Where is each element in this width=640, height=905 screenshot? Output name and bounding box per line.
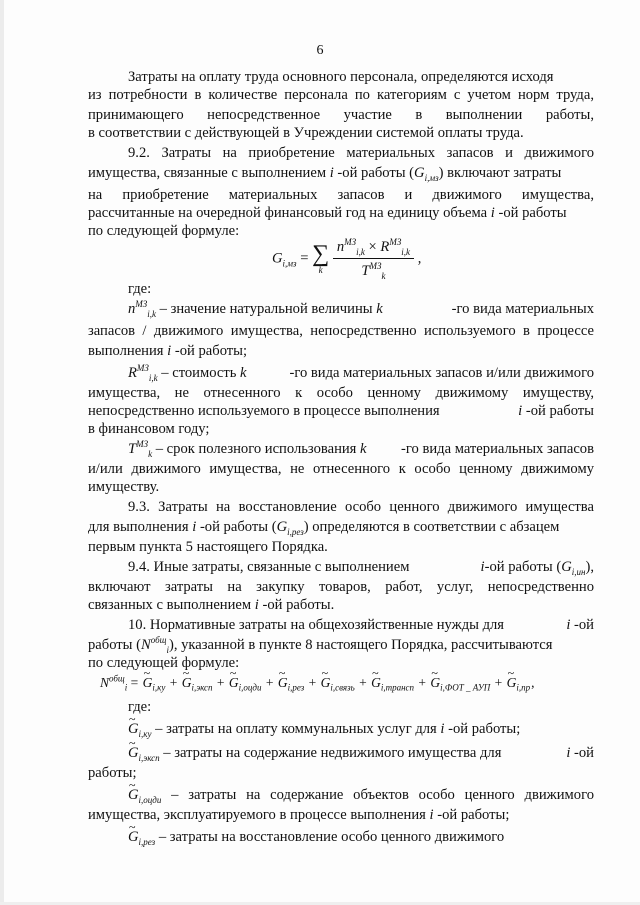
text-line: и/или движимого имущества, не отнесенного к особо ценному движимому	[88, 461, 594, 477]
definition-n: $n^{МЗ}_{i,k}$ – значение натуральной величины k -го вида материальных	[128, 299, 594, 319]
text-line: имущества, не отнесенного к особо ценному движимому имуществу,	[88, 385, 594, 401]
paragraph-9-4: 9.4. Иные затраты, связанные с выполнением i-ой работы $(G_{i,ин})$,	[128, 559, 594, 577]
text-line: непосредственно используемого в процессе выполнения i -ой работы	[88, 403, 594, 419]
text-line: из потребности в количестве персонала по категориям с учетом норм труда,	[88, 87, 594, 103]
text-line: имущества, связанные с выполнением i -ой работы $(G_{i,мз})$ включают затраты	[88, 165, 562, 183]
text-line: связанных с выполнением i -ой работы.	[88, 597, 335, 613]
text-line: где:	[128, 699, 152, 715]
text-line: Затраты на оплату труда основного персонала, определяются исходя	[128, 69, 554, 85]
definition-t: $T^{МЗ}_k$ – срок полезного использования k -го вида материальных запасов	[128, 439, 594, 459]
text-line: где:	[128, 281, 152, 297]
text-line: принимающего непосредственное участие в выполнении работы,	[88, 107, 594, 123]
definition-g-rez: ~ $G_{i,рез}$ – затраты на восстановление особо ценного движимого	[128, 828, 594, 846]
paragraph-10: 10. Нормативные затраты на общехозяйственные нужды для i -ой	[128, 617, 594, 633]
text-line: на приобретение материальных запасов и движимого имущества,	[88, 187, 594, 203]
formula-n-obsh: $N^{общ}_i$ = ~ $G_{i,ку}$ + ~ $G_{i,эксп}$ + ~ $G_{i,оцди}$ + ~ $G_{i,рез}$ + ~ $G_{i,связь}$ + ~ $G_{i,трансп}$ + ~ $G_{i,ФОТ \_ АУП}$ + ~ $G_{i,пр}$,	[100, 674, 535, 692]
page-number: 6	[316, 43, 324, 58]
text-line: выполнения i -ой работы;	[88, 343, 248, 359]
paragraph-9-3: 9.3. Затраты на восстановление особо ценного движимого имущества	[128, 499, 594, 515]
text-line: в финансовом году;	[88, 421, 210, 437]
text-line: в соответствии с действующей в Учреждении системой оплаты труда.	[88, 125, 524, 141]
text-line: включают затраты на закупку товаров, работ, услуг, непосредственно	[88, 579, 594, 595]
text-line: рассчитанные на очередной финансовый год на единицу объема i -ой работы	[88, 205, 567, 221]
formula-g-mz: $G_{i,мз}$ = ∑ k $\frac{n^{МЗ}_{i,k} \times R^{МЗ}_{i,k}}{T^{МЗ}_k}$ ,	[272, 237, 422, 281]
text-line: по следующей формуле:	[88, 655, 240, 671]
text-line: по следующей формуле:	[88, 223, 240, 239]
definition-g-ku: ~ $G_{i,ку}$ – затраты на оплату коммунальных услуг для i -ой работы;	[128, 720, 594, 738]
text-line: запасов / движимого имущества, непосредственно используемого в процессе	[88, 323, 594, 339]
text-line: первым пункта 5 настоящего Порядка.	[88, 539, 328, 555]
definition-g-exp: ~ $G_{i,эксп}$ – затраты на содержание недвижимого имущества для i -ой	[128, 744, 594, 762]
text-line: работы $(N^{общ}_i)$, указанной в пункте 8 настоящего Порядка, рассчитываются	[88, 635, 553, 655]
text-line: для выполнения i -ой работы $(G_{i,рез})$ определяются в соответствии с абзацем	[88, 519, 560, 537]
definition-g-ocdi: ~ $G_{i,оцди}$ – затраты на содержание объектов особо ценного движимого	[128, 786, 594, 804]
definition-r: $R^{МЗ}_{i,k}$ – стоимость k -го вида материальных запасов и/или движимого	[128, 363, 594, 383]
scan-edge	[0, 0, 4, 905]
paragraph-9-2: 9.2. Затраты на приобретение материальных запасов и движимого	[128, 145, 594, 161]
text-line: работы;	[88, 765, 137, 781]
text-line: имущества, эксплуатируемого в процессе выполнения i -ой работы;	[88, 807, 510, 823]
text-line: имуществу.	[88, 479, 160, 495]
formula-fraction: $\frac{n^{МЗ}_{i,k} \times R^{МЗ}_{i,k}}{T^{МЗ}_k}$	[333, 238, 414, 280]
